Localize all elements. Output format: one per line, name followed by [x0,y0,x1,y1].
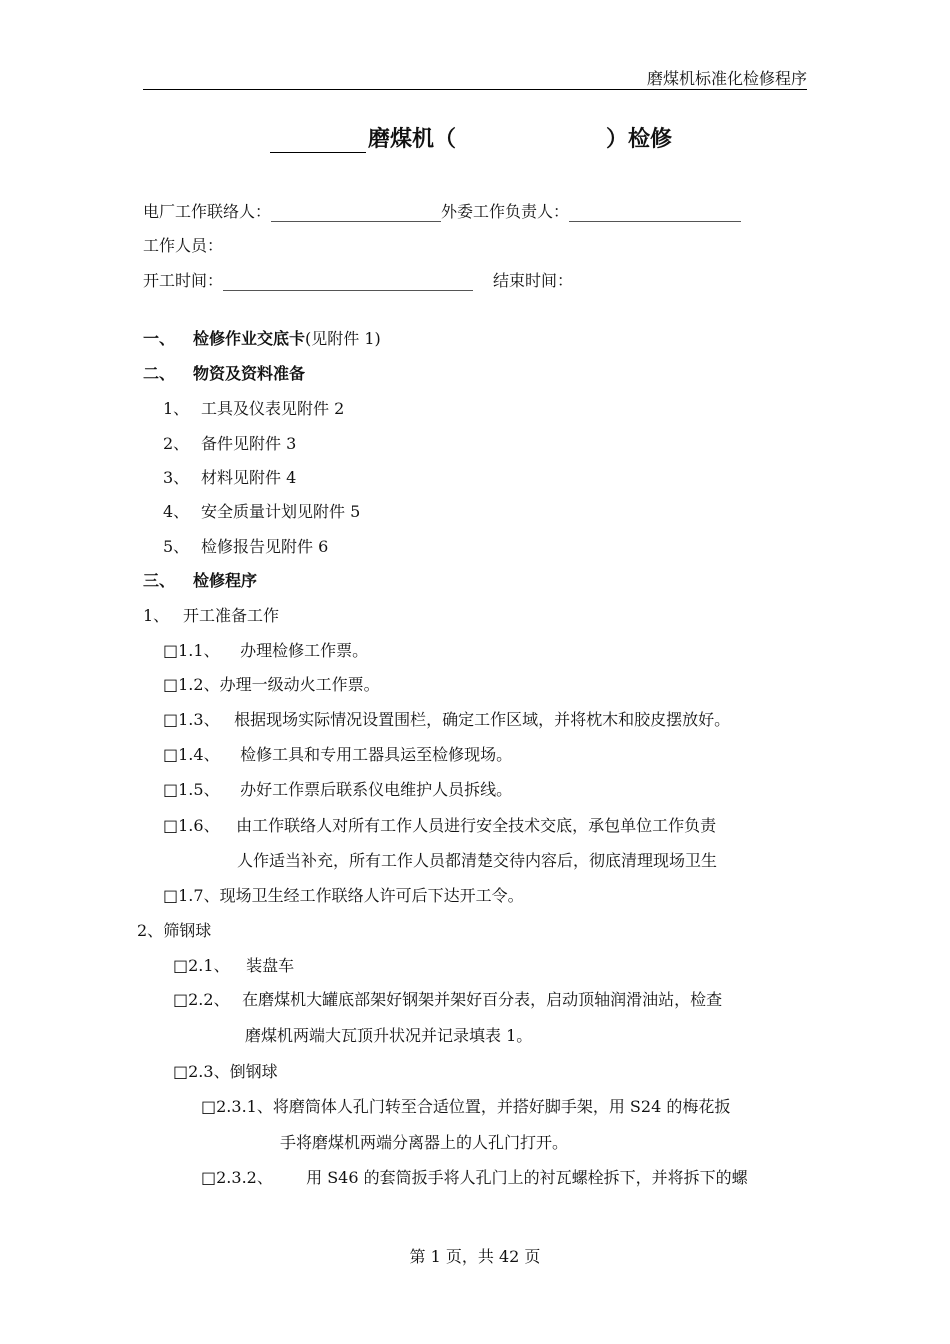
page-number: 第 1 页，共 42 页 [409,1247,541,1266]
checklist-item: □1.6、 由工作联络人对所有工作人员进行安全技术交底，承包单位工作负责 [163,816,717,835]
checklist-item: □1.3、 根据现场实际情况设置围栏，确定工作区域，并将枕木和胶皮摆放好。 [163,710,731,729]
checkbox-icon: □ [163,816,179,835]
plant-contact-line [271,205,441,222]
checkbox-icon: □ [173,990,189,1009]
start-time-line [223,274,473,291]
time-row [143,268,573,291]
checkbox-icon: □ [163,675,179,694]
list-item: 5、 检修报告见附件 6 [163,537,329,556]
checkbox-icon: □ [173,956,189,975]
workers-label: 工作人员： [143,236,224,255]
outsourced-lead-label: 外委工作负责人： [441,202,570,221]
step-1-heading: 1、 开工准备工作 [143,606,280,625]
list-item: 3、 材料见附件 4 [163,468,297,487]
checklist-item-continuation: 人作适当补充，所有工作人员都清楚交待内容后，彻底清理现场卫生 [237,851,718,870]
checkbox-icon: □ [201,1097,217,1116]
checklist-item: □2.3.2、 用 S46 的套筒扳手将人孔门上的衬瓦螺栓拆下，并将拆下的螺 [201,1168,748,1187]
checkbox-icon: □ [163,710,179,729]
outsourced-lead-line [569,205,741,222]
title-suffix: ）检修 [606,126,673,152]
list-item: 4、 安全质量计划见附件 5 [163,502,361,521]
step-2-heading: 2、筛钢球 [137,921,212,940]
checkbox-icon: □ [163,886,179,905]
list-item: 2、 备件见附件 3 [163,434,297,453]
plant-contact-row [143,199,741,222]
section-1-heading: 一、 检修作业交底卡(见附件 1) [143,329,381,348]
checklist-item: □2.3.1、将磨筒体人孔门转至合适位置，并搭好脚手架，用 S24 的梅花扳 [201,1097,731,1116]
checklist-item: □2.3、倒钢球 [173,1062,278,1081]
start-time-label: 开工时间： [143,271,224,290]
checkbox-icon: □ [173,1062,189,1081]
list-item: 1、 工具及仪表见附件 2 [163,399,345,418]
checklist-item: □1.2、办理一级动火工作票。 [163,675,380,694]
title-blank-field [270,130,366,153]
section-3-heading: 三、 检修程序 [143,571,258,590]
checklist-item: □2.1、 装盘车 [173,956,295,975]
end-time-label: 结束时间： [493,271,574,290]
checkbox-icon: □ [163,745,179,764]
section-2-heading: 二、 物资及资料准备 [143,364,306,383]
checklist-item: □1.1、 办理检修工作票。 [163,641,369,660]
checkbox-icon: □ [163,780,179,799]
checkbox-icon: □ [201,1168,217,1187]
checklist-item-continuation: 手将磨煤机两端分离器上的人孔门打开。 [280,1133,569,1152]
page-title [270,122,672,153]
document-header-title: 磨煤机标准化检修程序 [646,69,807,88]
title-main: 磨煤机（ [368,126,457,152]
checklist-item-continuation: 磨煤机两端大瓦顶升状况并记录填表 1。 [245,1026,533,1045]
plant-contact-label: 电厂工作联络人： [143,202,272,221]
header-divider [143,89,807,90]
checklist-item: □1.4、 检修工具和专用工器具运至检修现场。 [163,745,513,764]
checklist-item: □1.5、 办好工作票后联系仪电维护人员拆线。 [163,780,513,799]
checkbox-icon: □ [163,641,179,660]
checklist-item: □1.7、现场卫生经工作联络人许可后下达开工令。 [163,886,524,905]
checklist-item: □2.2、 在磨煤机大罐底部架好钢架并架好百分表，启动顶轴润滑油站，检查 [173,990,723,1009]
